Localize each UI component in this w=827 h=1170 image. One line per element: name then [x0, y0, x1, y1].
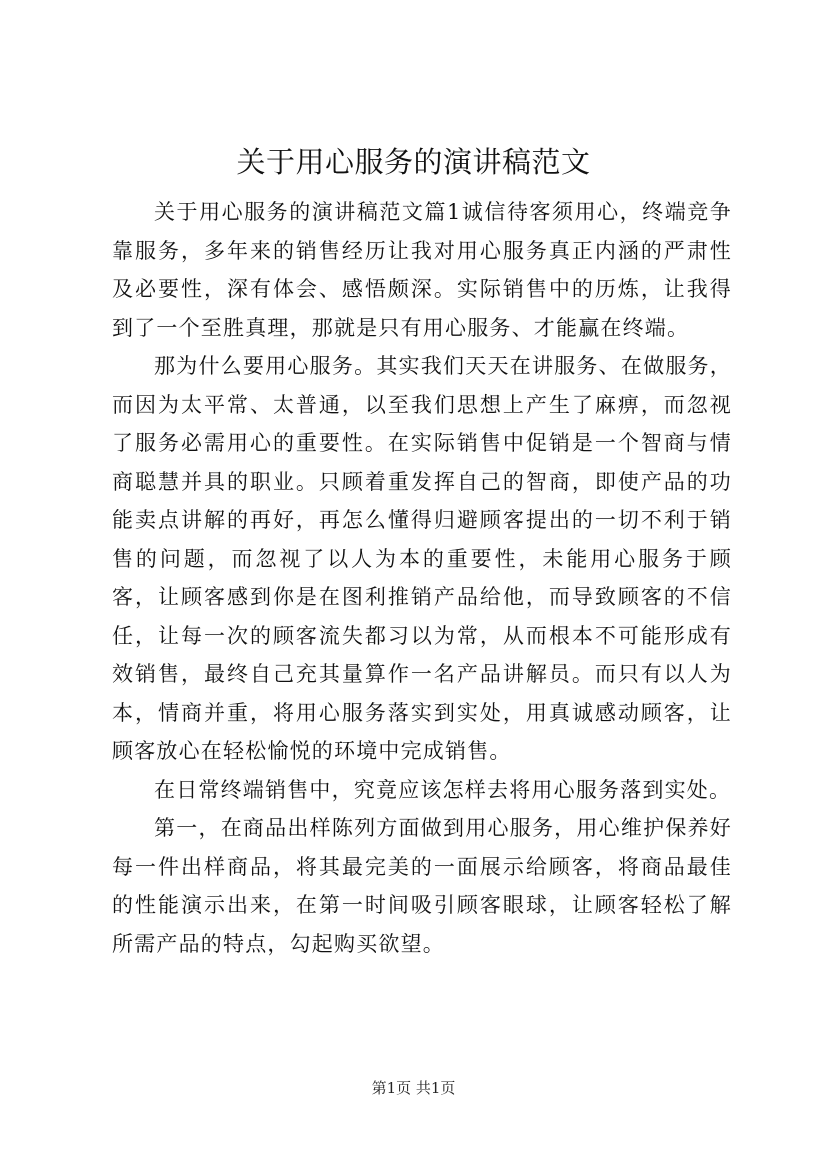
- document-title: 关于用心服务的演讲稿范文: [236, 145, 591, 179]
- page-footer: 第1页 共1页: [371, 1079, 456, 1097]
- paragraph-3: 在日常终端销售中，究竟应该怎样去将用心服务落到实处。: [154, 777, 732, 802]
- paragraph-1: 关于用心服务的演讲稿范文篇1诚信待客须用心，终端竞争靠服务，多年来的销售经历让我对用心服务真正内涵的严肃性及必要性，深有体会、感悟颇深。实际销售中的历炼，让我得到了一个至胜真理，那就是只有用心服务、才能赢在终端。: [112, 200, 732, 340]
- paragraph-4: 第一，在商品出样陈列方面做到用心服务，用心维护保养好每一件出样商品，将其最完美的一面展示给顾客，将商品最佳的性能演示出来，在第一时间吸引顾客眼球，让顾客轻松了解所需产品的特点，勾起购买欲望。: [112, 816, 732, 956]
- document-body: [112, 193, 732, 963]
- paragraph-2: 那为什么要用心服务。其实我们天天在讲服务、在做服务，而因为太平常、太普通，以至我们思想上产生了麻痹，而忽视了服务必需用心的重要性。在实际销售中促销是一个智商与情商聪慧并具的职业。只顾着重发挥自己的智商，即使产品的功能卖点讲解的再好，再怎么懂得归避顾客提出的一切不利于销售的问题，而忽视了以人为本的重要性，未能用心服务于顾客，让顾客感到你是在图利推销产品给他，而导致顾客的不信任，让每一次的顾客流失都习以为常，从而根本不可能形成有效销售，最终自己充其量算作一名产品讲解员。而只有以人为本，情商并重，将用心服务落实到实处，用真诚感动顾客，让顾客放心在轻松愉悦的环境中完成销售。: [112, 354, 732, 763]
